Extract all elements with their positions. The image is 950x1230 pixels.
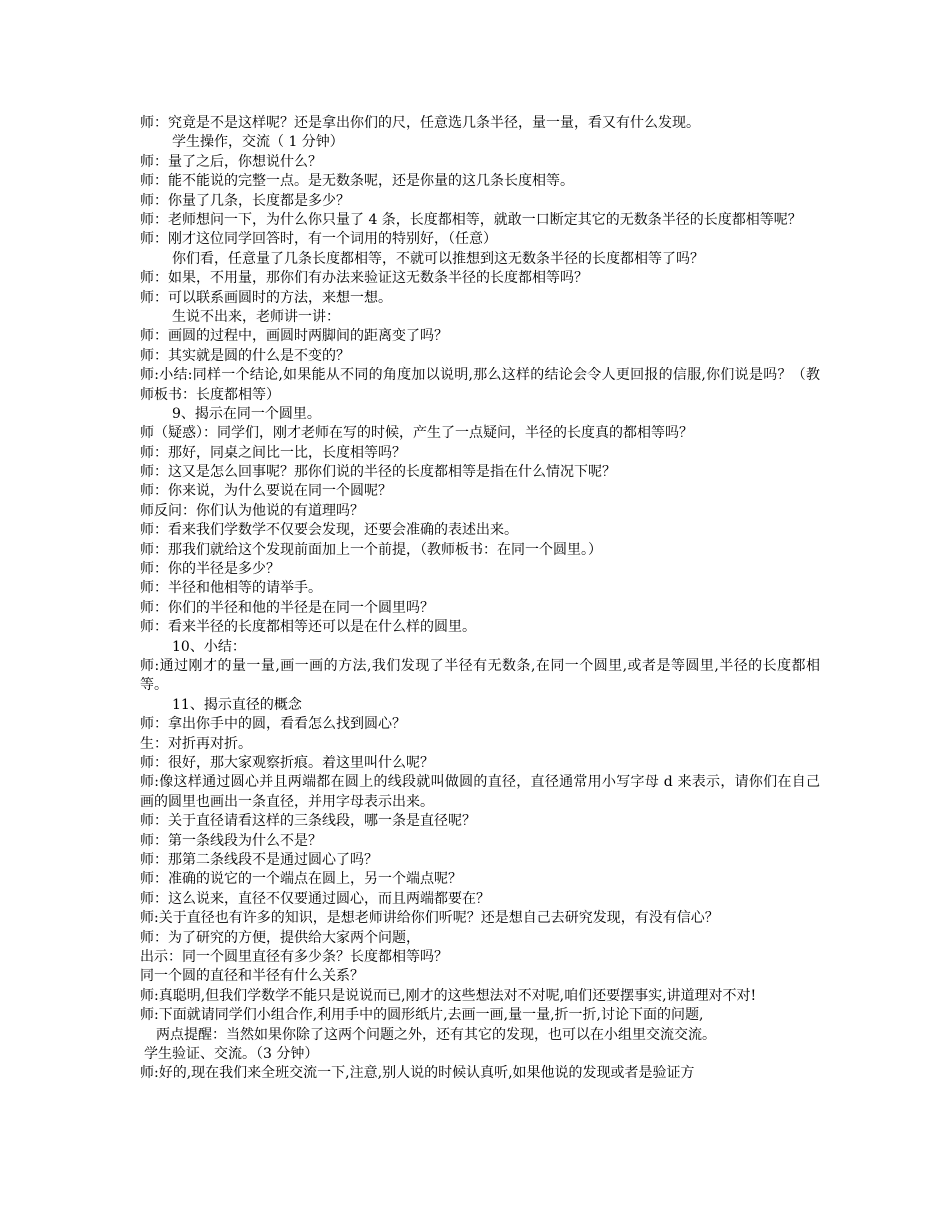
- document-body: [140, 114, 820, 1084]
- section-heading: 10、小结：: [172, 638, 246, 655]
- paragraph: 师：关于直径请看这样的三条线段，哪一条是直径呢？: [140, 813, 476, 830]
- paragraph: 师:下面就请同学们小组合作,利用手中的圆形纸片,去画一画,量一量,折一折,讨论下面的问题,: [140, 1007, 704, 1024]
- paragraph: 师：你来说，为什么要说在同一个圆呢？: [140, 483, 392, 500]
- paragraph: 师:小结:同样一个结论,如果能从不同的角度加以说明,那么这样的结论会令人更回报的信服,你们说是吗？（教师板书：长度都相等）: [140, 367, 820, 403]
- paragraph: 师：那好，同桌之间比一比，长度相等吗？: [140, 444, 406, 461]
- paragraph: 师：半径和他相等的请举手。: [140, 580, 322, 597]
- section-heading: 11、揭示直径的概念: [172, 696, 302, 713]
- paragraph: 师：那第二条线段不是通过圆心了吗？: [140, 851, 378, 868]
- paragraph: 师：看来半径的长度都相等还可以是在什么样的圆里。: [140, 619, 476, 636]
- paragraph: 你们看，任意量了几条长度都相等，不就可以推想到这无数条半径的长度都相等了吗？: [172, 250, 704, 267]
- paragraph: 师：刚才这位同学回答时，有一个词用的特别好，（任意）: [140, 231, 497, 248]
- paragraph: 出示：同一个圆里直径有多少条？长度都相等吗？: [140, 948, 448, 965]
- paragraph: 师：拿出你手中的圆，看看怎么找到圆心？: [140, 716, 406, 733]
- paragraph: 师：究竟是不是这样呢？还是拿出你们的尺，任意选几条半径，量一量，看又有什么发现。: [140, 115, 700, 131]
- paragraph: 师：老师想问一下，为什么你只量了 4 条，长度都相等，就敢一口断定其它的无数条半径的长度都相等呢？: [140, 211, 802, 228]
- paragraph: 生：对折再对折。: [140, 735, 252, 752]
- paragraph: 师:关于直径也有许多的知识，是想老师讲给你们听呢？还是想自己去研究发现，有没有信心？: [140, 910, 719, 927]
- paragraph: 师：其实就是圆的什么是不变的？: [140, 347, 350, 364]
- paragraph: 师：那我们就给这个发现前面加上一个前提，（教师板书：在同一个圆里。）: [140, 541, 602, 558]
- paragraph: 师:像这样通过圆心并且两端都在圆上的线段就叫做圆的直径，直径通常用小写字母 d 来表示，请你们在自己画的圆里也画出一条直径，并用字母表示出来。: [140, 774, 820, 810]
- paragraph: 学生验证、交流。（3 分钟）: [144, 1045, 319, 1062]
- paragraph: 师:好的,现在我们来全班交流一下,注意,别人说的时候认真听,如果他说的发现或者是验证方: [140, 1065, 695, 1082]
- section-heading: 9、揭示在同一个圆里。: [172, 405, 321, 422]
- paragraph: 师：这么说来，直径不仅要通过圆心，而且两端都要在？: [140, 890, 490, 907]
- paragraph: 两点提醒：当然如果你除了这两个问题之外，还有其它的发现，也可以在小组里交流交流。: [156, 1026, 716, 1043]
- paragraph: 学生操作，交流（ 1 分钟）: [172, 134, 344, 151]
- paragraph: 师反问：你们认为他说的有道理吗？: [140, 502, 364, 519]
- paragraph: 师（疑惑）：同学们，刚才老师在写的时候，产生了一点疑问，半径的长度真的都相等吗？: [140, 425, 693, 442]
- paragraph: 师：你们的半径和他的半径是在同一个圆里吗？: [140, 599, 434, 616]
- paragraph: 师：画圆的过程中，画圆时两脚间的距离变了吗？: [140, 328, 448, 345]
- paragraph: 师：可以联系画圆时的方法，来想一想。: [140, 289, 392, 306]
- paragraph: 师：准确的说它的一个端点在圆上，另一个端点呢？: [140, 871, 462, 888]
- paragraph: 师:真聪明,但我们学数学不能只是说说而已,刚才的这些想法对不对呢,咱们还要摆事实,讲道理对不对!: [140, 987, 757, 1004]
- paragraph: 师：为了研究的方便，提供给大家两个问题，: [140, 929, 420, 946]
- paragraph: 师：你量了几条，长度都是多少？: [140, 192, 350, 209]
- paragraph: 师：这又是怎么回事呢？那你们说的半径的长度都相等是指在什么情况下呢？: [140, 464, 616, 481]
- paragraph: 师：很好，那大家观察折痕。着这里叫什么呢？: [140, 754, 434, 771]
- paragraph: 生说不出来，老师讲一讲：: [172, 308, 340, 325]
- paragraph: 师：你的半径是多少？: [140, 561, 280, 578]
- paragraph: 同一个圆的直径和半径有什么关系？: [140, 968, 364, 985]
- paragraph: 师：看来我们学数学不仅要会发现，还要会准确的表述出来。: [140, 522, 518, 539]
- paragraph: 师:通过刚才的量一量,画一画的方法,我们发现了半径有无数条,在同一个圆里,或者是等圆里,半径的长度都相等。: [140, 657, 820, 694]
- paragraph: 师：能不能说的完整一点。是无数条呢，还是你量的这几条长度相等。: [140, 173, 574, 190]
- paragraph: 师：量了之后，你想说什么？: [140, 153, 322, 170]
- paragraph: 师：第一条线段为什么不是？: [140, 832, 322, 849]
- paragraph: 师：如果，不用量，那你们有办法来验证这无数条半径的长度都相等吗？: [140, 270, 588, 287]
